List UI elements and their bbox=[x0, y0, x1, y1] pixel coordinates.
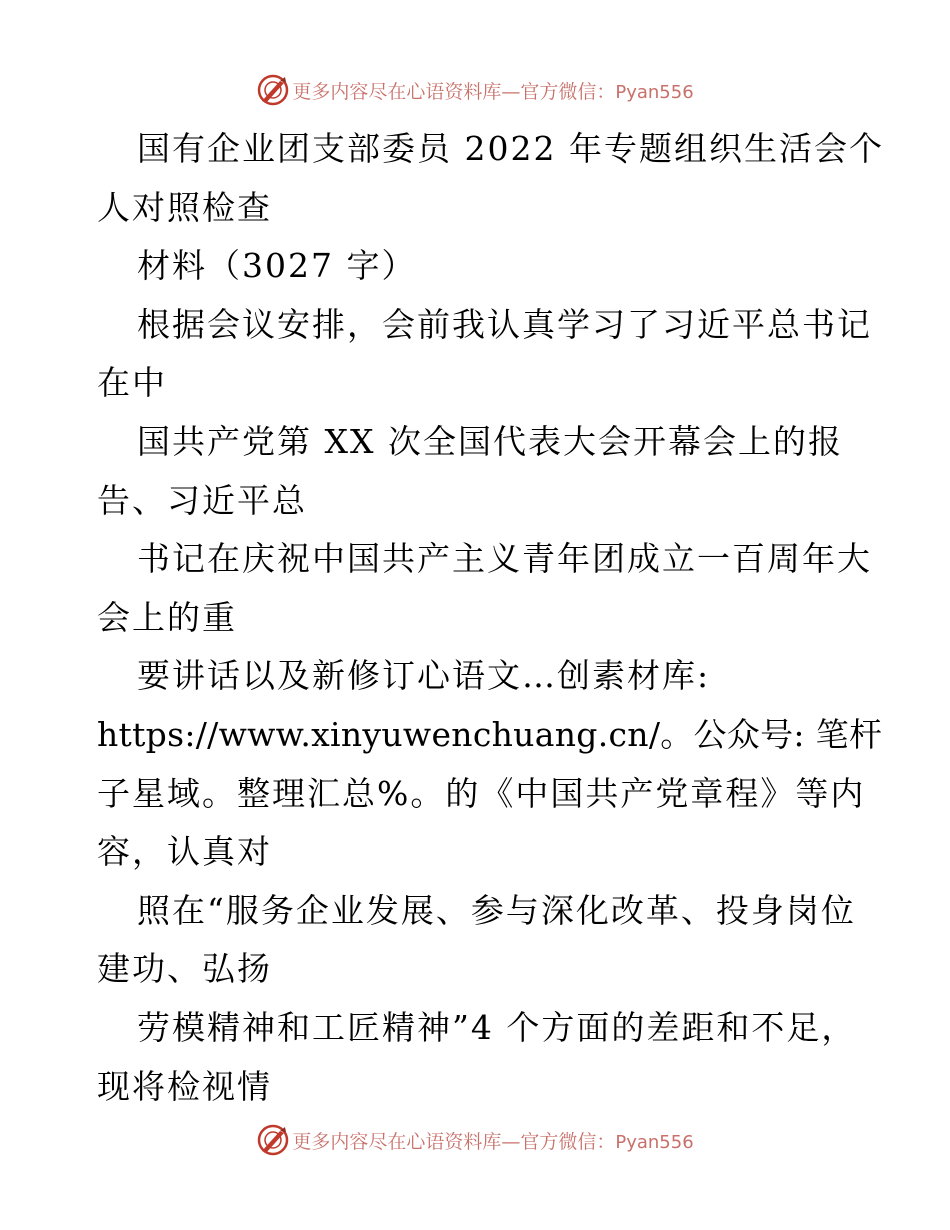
text-line: 人对照检查 bbox=[97, 187, 272, 227]
text-line: 在中 bbox=[97, 363, 167, 403]
footer-wechat-id: Pyan556 bbox=[615, 1131, 694, 1153]
header-banner-text: 更多内容尽在心语资料库—官方微信：Pyan556 bbox=[292, 80, 694, 103]
header-banner bbox=[0, 70, 950, 110]
text-line: 照在“服务企业发展、参与深化改革、投身岗位 bbox=[137, 890, 856, 930]
pen-logo-icon bbox=[256, 1123, 290, 1157]
text-line: 建功、弘扬 bbox=[97, 949, 272, 989]
text-line: 会上的重 bbox=[97, 597, 237, 637]
text-line: 材料（3027 字） bbox=[137, 246, 417, 286]
text-line: 国共产党第 XX 次全国代表大会开幕会上的报 bbox=[137, 421, 843, 461]
text-line: 容，认真对 bbox=[97, 832, 272, 872]
text-line: 告、习近平总 bbox=[97, 480, 307, 520]
text-line: 要讲话以及新修订心语文…创素材库: bbox=[137, 656, 711, 696]
footer-banner bbox=[0, 1120, 950, 1160]
text-line-url: https://www.xinyuwenchuang.cn/。公众号: 笔杆 bbox=[97, 714, 883, 754]
text-line: 国有企业团支部委员 2022 年专题组织生活会个 bbox=[137, 129, 884, 168]
text-line: 现将检视情 bbox=[97, 1066, 272, 1106]
header-wechat-id: Pyan556 bbox=[615, 81, 694, 103]
pen-logo-icon bbox=[256, 73, 290, 107]
footer-banner-text: 更多内容尽在心语资料库—官方微信：Pyan556 bbox=[292, 1130, 694, 1153]
text-line: 书记在庆祝中国共产主义青年团成立一百周年大 bbox=[137, 539, 872, 579]
text-line: 子星域。整理汇总%。的《中国共产党章程》等内 bbox=[97, 773, 866, 813]
document-body bbox=[97, 120, 884, 1116]
text-line: 根据会议安排，会前我认真学习了习近平总书记 bbox=[137, 304, 872, 344]
text-line: 劳模精神和工匠精神”4 个方面的差距和不足， bbox=[137, 1007, 857, 1047]
